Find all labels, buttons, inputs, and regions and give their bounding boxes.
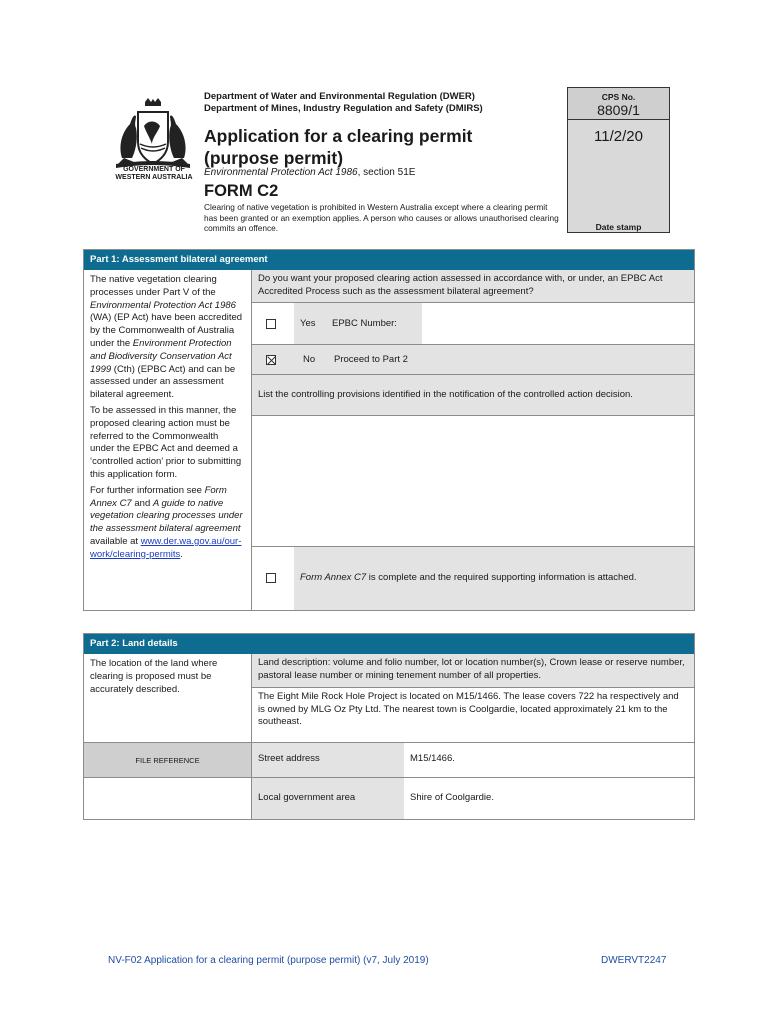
part2-info: The location of the land where clearing is proposed must be accurately described. bbox=[84, 654, 251, 742]
crest-caption bbox=[108, 166, 200, 182]
part1-panel bbox=[83, 249, 695, 611]
land-description-field[interactable]: The Eight Mile Rock Hole Project is located on M15/1466. The lease covers 722 ha respectively and is owned by MLG Oz Pty Ltd. The nearest town is Coolgardie, located approximately 21 km to the southeast. bbox=[252, 688, 694, 742]
part1-info-p2: To be assessed in this manner, the proposed clearing action must be referred to the Commonwealth under the EPBC Act and deemed a ‘controlled action’ prior to submitting this application form. bbox=[90, 404, 242, 480]
part2-panel bbox=[83, 633, 695, 820]
part1-info-p1: The native vegetation clearing processes under Part V of the Environmental Protection Act 1986 (WA) (EP Act) have been accredited by the Commonwealth of Australia under the Environment Protection and Biodiversity Conservation Act 1999 (Cth) (EPBC Act) and can be assessed under an assessment bilateral agreement. bbox=[90, 274, 243, 401]
act-name: Environmental Protection Act 1986 bbox=[204, 167, 358, 178]
no-row bbox=[252, 345, 694, 374]
title-line1: Application for a clearing permit bbox=[204, 126, 473, 146]
part1-heading: Part 1: Assessment bilateral agreement bbox=[84, 250, 694, 270]
no-action: Proceed to Part 2 bbox=[334, 354, 408, 365]
cps-number-panel bbox=[568, 88, 669, 120]
cps-box bbox=[567, 87, 670, 233]
crest-caption-line2: WESTERN AUSTRALIA bbox=[115, 174, 193, 181]
part1-info-p3: For further information see Form Annex C7 and A guide to native vegetation clearing processes under the assessment bilateral agreement available at www.der.wa.gov.au/our-work/clearing-permits. bbox=[90, 484, 243, 560]
cps-date[interactable]: 11/2/20 bbox=[594, 128, 643, 145]
lga-label: Local government area bbox=[252, 778, 404, 819]
form-code: FORM C2 bbox=[204, 182, 279, 200]
yes-checkbox[interactable] bbox=[266, 319, 276, 329]
annex-rest: is complete and the required supporting information is attached. bbox=[366, 572, 637, 583]
clearing-warning: Clearing of native vegetation is prohibited in Western Australia except where a clearing permit has been granted or an exemption applies. A person who causes or allows unauthorised clearing commits an offence. bbox=[204, 202, 559, 233]
part1-info bbox=[84, 270, 251, 610]
footer-document-code: DWERVT2247 bbox=[601, 955, 667, 966]
land-description-prompt: Land description: volume and folio number, lot or location number(s), Crown lease or reserve number, pastoral lease number or mining tenement number of all properties. bbox=[252, 654, 694, 687]
act-section: , section 51E bbox=[357, 167, 416, 178]
controlling-provisions-field[interactable] bbox=[252, 416, 694, 546]
annex-form-name: Form Annex C7 bbox=[300, 572, 367, 583]
file-reference-field[interactable] bbox=[84, 778, 251, 819]
lga-field[interactable]: Shire of Coolgardie. bbox=[404, 778, 694, 819]
cps-number[interactable]: 8809/1 bbox=[597, 102, 640, 118]
crest-caption-line1: GOVERNMENT OF bbox=[123, 166, 185, 173]
street-address-field[interactable]: M15/1466. bbox=[404, 743, 694, 777]
annex-statement bbox=[294, 547, 694, 610]
epbc-number-field[interactable] bbox=[422, 303, 694, 344]
part2-heading: Part 2: Land details bbox=[84, 634, 694, 654]
epbc-number-label: EPBC Number: bbox=[332, 318, 397, 329]
clearing-permits-link[interactable]: www.der.wa.gov.au/our-work/clearing-permits bbox=[90, 535, 242, 560]
footer-form-reference: NV-F02 Application for a clearing permit (purpose permit) (v7, July 2019) bbox=[108, 955, 429, 966]
title-line2: (purpose permit) bbox=[204, 148, 344, 168]
street-address-label: Street address bbox=[252, 743, 404, 777]
controlling-provisions-prompt: List the controlling provisions identified in the notification of the controlled action decision. bbox=[252, 375, 694, 415]
department-line2: Department of Mines, Industry Regulation and Safety (DMIRS) bbox=[204, 103, 483, 114]
department-line1: Department of Water and Environmental Regulation (DWER) bbox=[204, 91, 475, 102]
file-reference-label: FILE REFERENCE bbox=[84, 743, 251, 777]
no-checkbox[interactable] bbox=[266, 355, 276, 365]
form-title bbox=[204, 125, 472, 169]
cps-label: CPS No. bbox=[601, 92, 636, 102]
no-label: No bbox=[303, 354, 316, 365]
annex-checkbox[interactable] bbox=[266, 573, 276, 583]
act-reference bbox=[204, 167, 415, 179]
department-names bbox=[204, 91, 483, 115]
yes-label: Yes bbox=[300, 318, 316, 329]
date-stamp-label: Date stamp bbox=[595, 222, 642, 232]
epbc-question: Do you want your proposed clearing action assessed in accordance with, or under, an EPBC Act Accredited Process such as the assessment bilateral agreement? bbox=[252, 270, 694, 302]
